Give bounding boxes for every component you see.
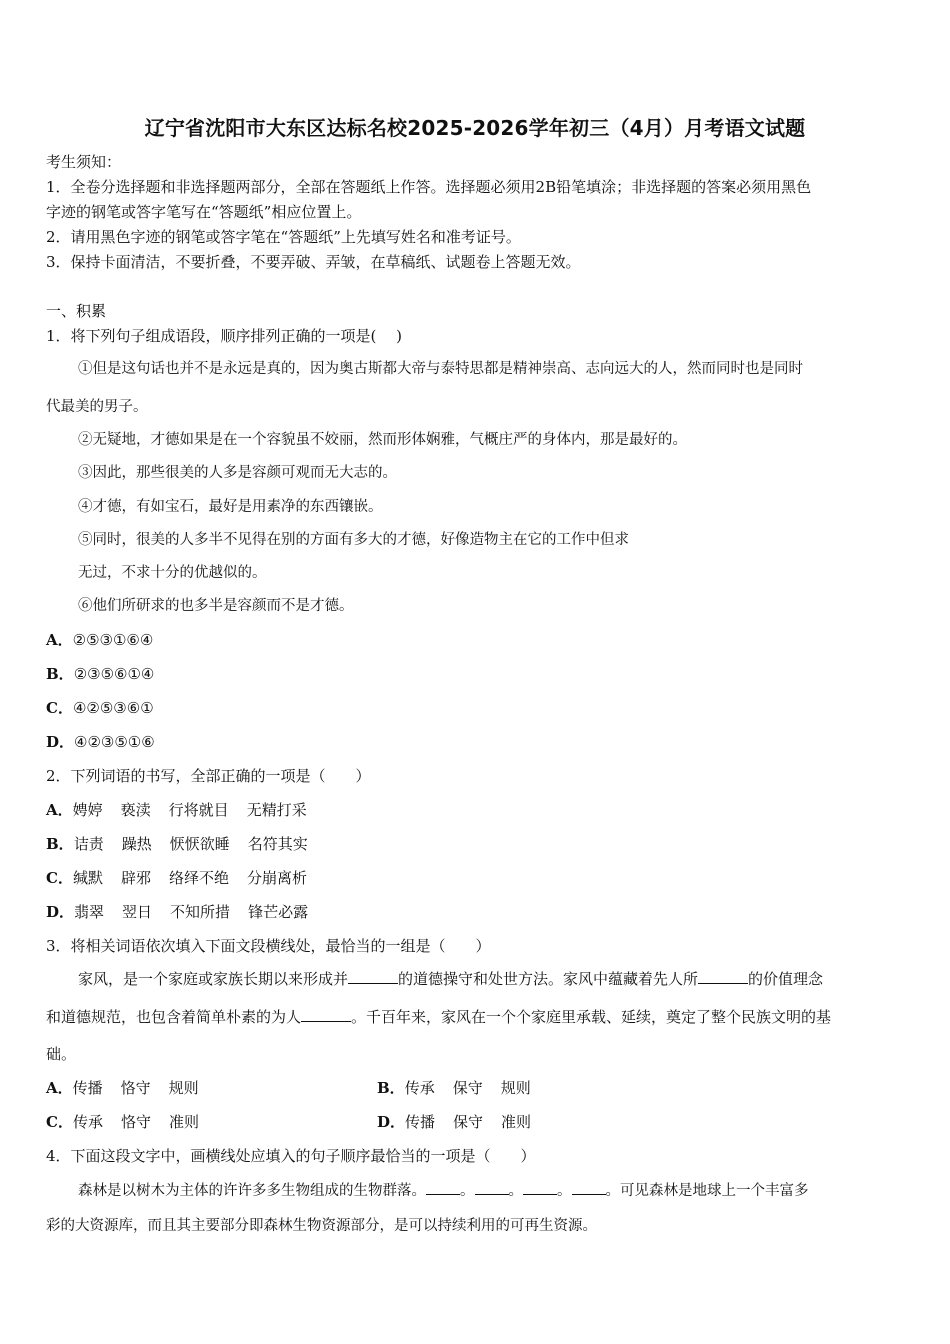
option-word: 保守 — [452, 1079, 483, 1097]
option-word: 传承 — [404, 1079, 435, 1097]
option-word: 保守 — [453, 1113, 484, 1131]
q1-sentence-4: ④才德，有如宝石，最好是用素净的东西镶嵌。 — [78, 499, 383, 515]
q1-sentence-6: ⑥他们所研求的也多半是容颜而不是才德。 — [78, 598, 354, 614]
q1-option-d[interactable] — [46, 732, 155, 752]
option-letter: A． — [46, 801, 73, 819]
passage-text: 。可见森林是地球上一个丰富多 — [605, 1183, 809, 1199]
separator: 。 — [508, 1183, 523, 1199]
fill-blank — [426, 1180, 460, 1195]
option-letter: D． — [377, 1113, 406, 1131]
fill-blank — [348, 969, 398, 984]
option-letter: D． — [46, 733, 75, 751]
option-word: 娉婷 — [72, 801, 103, 819]
q2-option-b[interactable] — [46, 834, 308, 854]
option-word: 络绎不绝 — [168, 869, 229, 887]
notice-item-1-line-1: 1．全卷分选择题和非选择题两部分，全部在答题纸上作答。选择题必须用2B铅笔填涂；非选择题的答案必须用黑色 — [46, 178, 812, 196]
option-word: 规则 — [500, 1079, 531, 1097]
fill-blank — [698, 969, 748, 984]
q3-option-d[interactable] — [377, 1112, 531, 1132]
page-title: 辽宁省沈阳市大东区达标名校2025-2026学年初三（4月）月考语文试题 — [144, 116, 806, 140]
option-letter: C． — [46, 1113, 73, 1131]
option-text: ②③⑤⑥①④ — [73, 665, 155, 683]
q1-stem: 1．将下列句子组成语段，顺序排列正确的一项是( ) — [46, 327, 403, 345]
q4-passage-line-2: 彩的大资源库，而且其主要部分即森林生物资源部分，是可以持续利用的可再生资源。 — [46, 1218, 597, 1234]
option-word: 恪守 — [120, 1079, 151, 1097]
q3-stem: 3．将相关词语依次填入下面文段横线处，最恰当的一组是（ ） — [46, 937, 491, 955]
q1-option-c[interactable] — [46, 698, 154, 718]
notice-item-2: 2．请用黑色字迹的钢笔或答字笔在“答题纸”上先填写姓名和准考证号。 — [46, 228, 521, 246]
option-word: 翌日 — [122, 903, 153, 921]
option-letter: A． — [46, 1079, 73, 1097]
q2-option-c[interactable] — [46, 868, 307, 888]
option-letter: B． — [377, 1079, 405, 1097]
q1-sentence-1-line-1: ①但是这句话也并不是永远是真的，因为奥古斯都大帝与泰特思都是精神崇高、志向远大的人，然而同时也是同时 — [78, 361, 803, 377]
q4-stem: 4．下面这段文字中，画横线处应填入的句子顺序最恰当的一项是（ ） — [46, 1147, 536, 1165]
notice-item-1-line-2: 字迹的钢笔或答字笔写在“答题纸”相应位置上。 — [46, 203, 362, 221]
passage-text: 。千百年来，家风在一个个家庭里承载、延续，奠定了整个民族文明的基 — [351, 1008, 832, 1026]
option-text: ④②③⑤①⑥ — [74, 733, 155, 751]
section-heading: 一、积累 — [46, 302, 107, 320]
fill-blank — [475, 1180, 509, 1195]
q1-sentence-2: ②无疑地，才德如果是在一个容貌虽不姣丽，然而形体娴雅，气概庄严的身体内，那是最好的。 — [78, 432, 687, 448]
passage-text: 的价值理念 — [748, 970, 824, 988]
option-word: 准则 — [168, 1113, 199, 1131]
option-word: 名符其实 — [247, 835, 308, 853]
q2-stem: 2．下列词语的书写，全部正确的一项是（ ） — [46, 767, 371, 785]
option-letter: C． — [46, 869, 73, 887]
option-word: 翡翠 — [74, 903, 105, 921]
q2-option-d[interactable] — [46, 902, 308, 922]
option-text: ④②⑤③⑥① — [72, 699, 154, 717]
passage-text: 森林是以树木为主体的许许多多生物组成的生物群落。 — [78, 1183, 426, 1199]
option-word: 诘责 — [73, 835, 104, 853]
option-letter: B． — [46, 665, 74, 683]
option-word: 行将就目 — [168, 801, 229, 819]
passage-text: 和道德规范，也包含着简单朴素的为人 — [46, 1008, 302, 1026]
option-word: 躁热 — [121, 835, 152, 853]
q1-sentence-5-line-2: 无过，不求十分的优越似的。 — [78, 565, 267, 581]
option-word: 恪守 — [120, 1113, 151, 1131]
option-letter: A． — [46, 631, 73, 649]
option-word: 分崩离析 — [247, 869, 308, 887]
option-word: 缄默 — [72, 869, 103, 887]
option-word: 传承 — [72, 1113, 103, 1131]
option-word: 无精打采 — [246, 801, 307, 819]
notice-heading: 考生须知： — [46, 153, 122, 171]
option-text: ②⑤③①⑥④ — [72, 631, 154, 649]
q1-option-a[interactable] — [46, 630, 153, 650]
q3-passage-line-1 — [78, 969, 823, 989]
option-word: 准则 — [501, 1113, 532, 1131]
option-word: 锋芒必露 — [248, 903, 309, 921]
q3-passage-line-3: 础。 — [46, 1045, 77, 1063]
separator: 。 — [460, 1183, 475, 1199]
passage-text: 家风，是一个家庭或家族长期以来形成并 — [78, 970, 349, 988]
passage-text: 的道德操守和处世方法。家风中蕴藏着先人所 — [398, 970, 699, 988]
q1-sentence-1-line-2: 代最美的男子。 — [46, 399, 148, 415]
option-word: 亵渎 — [120, 801, 151, 819]
option-word: 不知所措 — [170, 903, 231, 921]
option-word: 传播 — [405, 1113, 436, 1131]
q3-option-c[interactable] — [46, 1112, 199, 1132]
q3-passage-line-2 — [46, 1007, 831, 1027]
q1-sentence-3: ③因此，那些很美的人多是容颜可观而无大志的。 — [78, 465, 397, 481]
fill-blank — [572, 1180, 606, 1195]
q1-sentence-5-line-1: ⑤同时，很美的人多半不见得在别的方面有多大的才德，好像造物主在它的工作中但求 — [78, 532, 629, 548]
option-word: 恹恹欲睡 — [169, 835, 230, 853]
option-letter: B． — [46, 835, 74, 853]
option-letter: C． — [46, 699, 73, 717]
fill-blank — [523, 1180, 557, 1195]
option-word: 辟邪 — [120, 869, 151, 887]
q1-option-b[interactable] — [46, 664, 154, 684]
q4-passage-line-1 — [78, 1180, 809, 1201]
fill-blank — [301, 1007, 351, 1022]
notice-item-3: 3．保持卡面清洁，不要折叠，不要弄破、弄皱，在草稿纸、试题卷上答题无效。 — [46, 253, 581, 271]
separator: 。 — [557, 1183, 572, 1199]
option-word: 传播 — [72, 1079, 103, 1097]
option-letter: D． — [46, 903, 75, 921]
q3-option-a[interactable] — [46, 1078, 199, 1098]
option-word: 规则 — [168, 1079, 199, 1097]
q2-option-a[interactable] — [46, 800, 307, 820]
q3-option-b[interactable] — [377, 1078, 531, 1098]
